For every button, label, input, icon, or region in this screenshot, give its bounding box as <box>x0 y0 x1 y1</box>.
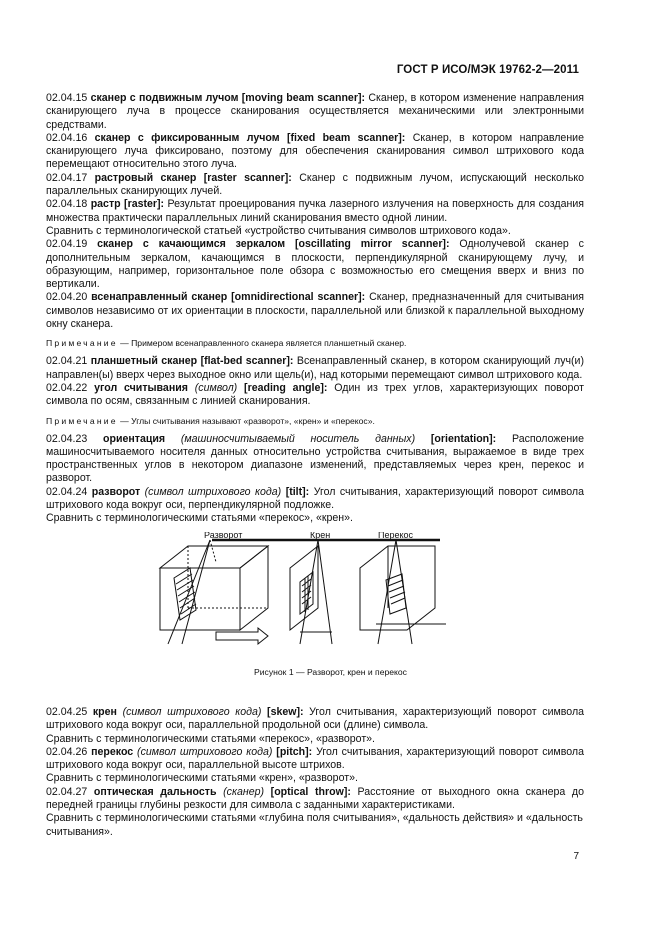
term-english: [raster scanner]: <box>203 171 292 184</box>
term-english: [fixed beam scanner]: <box>286 131 406 144</box>
term-entry <box>46 355 584 382</box>
term-number: 02.04.19 <box>46 238 88 251</box>
term-definition: Однолучевой сканер с дополнительным зеркалом, качающимся в плоскости, перпендикулярной сканирующему лучу, и образующим, например, горизонтальное поле обзора с возможностью его смещения вверх и вниз по вертикали. <box>46 238 584 291</box>
tilt-box-illustration <box>160 540 268 644</box>
entries-group-4 <box>46 433 584 513</box>
term-name: сканер с качающимся зеркалом <box>97 238 286 251</box>
term-entry <box>46 433 584 486</box>
document-header: ГОСТ Р ИСО/МЭК 19762-2—2011 <box>396 64 579 76</box>
term-number: 02.04.25 <box>46 706 88 718</box>
note-text: — Углы считывания называют «разворот», «крен» и «перекос». <box>117 415 375 426</box>
term-number: 02.04.24 <box>46 485 88 498</box>
entries-group-7 <box>46 786 584 813</box>
term-english: [skew]: <box>267 706 304 718</box>
cross-reference: Сравнить с терминологическими статьями «крен», «разворот». <box>46 772 358 785</box>
term-qualifier: (символ штрихового кода) <box>122 706 262 718</box>
skew-panel-illustration <box>290 540 332 644</box>
term-entry <box>46 92 584 132</box>
entries-group-6 <box>46 746 584 773</box>
term-entry <box>46 132 584 172</box>
term-entry <box>46 746 584 773</box>
term-name: перекос <box>91 745 134 758</box>
term-definition: Сканер, предназначенный для считывания символов независимо от их ориентации в плоскости, параллельной или близкой к параллельной выходному окну сканера. <box>46 291 584 331</box>
term-name: сканер с фиксированным лучом <box>94 131 280 144</box>
term-qualifier: (символ) <box>194 381 238 394</box>
term-name: растровый сканер <box>94 171 197 184</box>
term-entry <box>46 382 584 409</box>
term-name: растр <box>90 198 121 211</box>
cross-reference: Сравнить с терминологическими статьями «перекос», «крен». <box>46 512 353 525</box>
term-definition: Угол считывания, характеризующий поворот символа штрихового кода вокруг оси, параллельной высоте штрихов. <box>46 745 584 772</box>
term-qualifier: (символ штрихового кода) <box>137 745 273 758</box>
term-number: 02.04.27 <box>46 785 88 798</box>
cross-reference: Сравнить с терминологической статьей «устройство считывания символов штрихового кода». <box>46 224 511 237</box>
term-name: планшетный сканер <box>90 355 198 368</box>
term-entry <box>46 291 584 331</box>
term-english: [optical throw]: <box>270 785 351 798</box>
cross-reference: Сравнить с терминологическими статьями «перекос», «разворот». <box>46 732 376 745</box>
term-english: [moving beam scanner]: <box>241 92 365 104</box>
term-name: сканер с подвижным лучом <box>90 92 239 104</box>
term-name: разворот <box>91 485 141 498</box>
term-english: [tilt]: <box>285 485 310 498</box>
term-name: крен <box>92 706 117 718</box>
term-english: [orientation]: <box>430 432 497 445</box>
body-top <box>46 92 584 526</box>
note-text: — Примером всенаправленного сканера является планшетный сканер. <box>117 338 407 349</box>
reading-angles-figure <box>150 532 450 650</box>
term-english: [flat-bed scanner]: <box>200 355 294 368</box>
term-definition: Сканер, в котором направление сканирующего луча фиксировано, поэтому для обеспечения сканирования символ штрихового кода перемещают относительно этого луча. <box>46 131 584 171</box>
term-number: 02.04.20 <box>46 291 88 304</box>
term-name: всенаправленный сканер <box>91 291 228 304</box>
figure-caption: Рисунок 1 — Разворот, крен и перекос <box>254 667 407 677</box>
page-number: 7 <box>573 851 579 862</box>
term-definition: Угол считывания, характеризующий поворот символа штрихового кода вокруг оси, перпендикулярной подложке. <box>46 485 584 512</box>
term-definition: Сканер с подвижным лучом, испускающий несколько параллельных сканирующих лучей. <box>46 171 585 198</box>
term-entry <box>46 786 584 813</box>
term-number: 02.04.26 <box>46 745 88 758</box>
figure-label-pitch: Перекос <box>378 532 414 540</box>
note-label: Примечание <box>46 338 118 349</box>
term-qualifier: (сканер) <box>223 785 265 798</box>
term-entry <box>46 486 584 513</box>
note-label: Примечание <box>46 415 118 426</box>
term-number: 02.04.18 <box>46 198 88 211</box>
term-english: [raster]: <box>124 198 165 211</box>
pitch-panel-illustration <box>360 540 446 644</box>
term-number: 02.04.17 <box>46 171 88 184</box>
term-entry <box>46 198 584 225</box>
term-definition: Расстояние от выходного окна сканера до передней границы глубины резкости для символа с заданными характеристиками. <box>46 785 584 812</box>
term-number: 02.04.23 <box>46 432 88 445</box>
cross-reference: Сравнить с терминологическими статьями «глубина поля считывания», «дальность действия» и «дальность считывания». <box>46 812 583 838</box>
term-english: [oscillating mirror scanner]: <box>294 238 450 251</box>
note <box>46 337 584 349</box>
term-name: ориентация <box>103 432 166 445</box>
body-bottom <box>46 706 584 839</box>
term-definition: Расположение машиносчитываемого носителя данных относительно устройства считывания, выражаемое в виде трех пространственных углов в некотором диапазоне изменений, представляемых через крен, перекос и разворот. <box>46 432 584 485</box>
term-qualifier: (машиносчитываемый носитель данных) <box>180 432 416 445</box>
term-entry <box>46 238 584 291</box>
entries-group-1 <box>46 92 584 225</box>
term-english: [pitch]: <box>276 745 313 758</box>
term-qualifier: (символ штрихового кода) <box>144 485 282 498</box>
term-entry <box>46 172 584 199</box>
term-english: [reading angle]: <box>244 381 328 394</box>
term-definition: Угол считывания, характеризующий поворот символа штрихового кода вокруг оси, параллельной продольной оси (длине) символа. <box>46 706 585 732</box>
entries-group-2 <box>46 238 584 331</box>
entries-group-5 <box>46 706 584 733</box>
term-name: угол считывания <box>94 381 188 394</box>
term-entry <box>46 706 584 733</box>
term-number: 02.04.16 <box>46 131 88 144</box>
figure-label-tilt: Разворот <box>204 532 243 540</box>
term-name: оптическая дальность <box>93 785 217 798</box>
term-definition: Результат проецирования пучка лазерного излучения на поверхность для создания множества практически параллельных линий сканирования вместо одной линии. <box>46 198 585 224</box>
term-english: [omnidirectional scanner]: <box>231 291 366 304</box>
figure-label-skew: Крен <box>310 532 331 540</box>
entries-group-3 <box>46 355 584 408</box>
term-definition: Сканер, в котором изменение направления сканирующего луча в процессе сканирования осуществляется механическими или электронными средствами. <box>46 92 584 131</box>
term-number: 02.04.22 <box>46 381 88 394</box>
term-number: 02.04.21 <box>46 355 88 368</box>
term-definition: Всенаправленный сканер, в котором сканирующий луч(и) направлен(ы) вверх через выходное окно или щель(и), над которыми перемещают символ штрихового кода. <box>46 355 584 381</box>
term-definition: Один из трех углов, характеризующих поворот символа по осям, связанным с линией сканирования. <box>46 381 584 408</box>
term-number: 02.04.15 <box>46 92 88 104</box>
note <box>46 415 584 427</box>
